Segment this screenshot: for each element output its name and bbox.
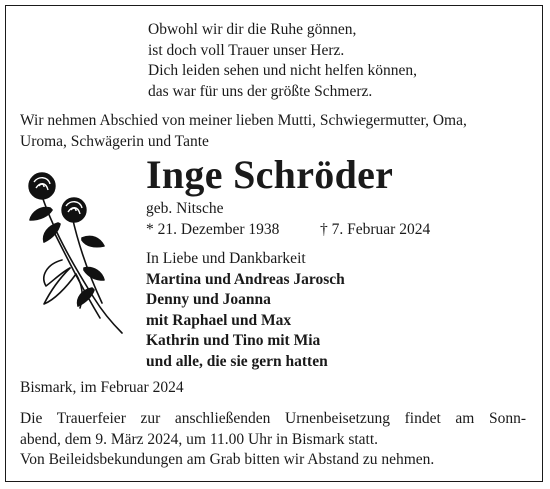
mourners-block <box>146 249 345 372</box>
poem-line: Dich leiden sehen und nicht helfen können, <box>148 62 418 79</box>
ceremony-notice <box>20 409 526 471</box>
ceremony-line: Von Beileidsbekundungen am Grab bitten wir Abstand zu nehmen. <box>20 451 435 468</box>
mourner-name: Denny und Joanna <box>146 291 271 308</box>
poem-line: das war für uns der größte Schmerz. <box>148 82 373 100</box>
poem-line: ist doch voll Trauer unser Herz. <box>148 41 345 59</box>
maiden-name: geb. Nitsche <box>146 200 224 217</box>
ceremony-line: Die Trauerfeier zur anschließenden Urnenbeisetzung findet am Sonn- <box>20 410 526 427</box>
roses-illustration-icon <box>22 168 142 343</box>
mourner-name: Kathrin und Tino mit Mia <box>146 332 321 349</box>
death-date: † 7. Februar 2024 <box>320 221 431 238</box>
deceased-name: Inge Schröder <box>146 152 394 197</box>
poem-line: Obwohl wir dir die Ruhe gönnen, <box>148 21 357 38</box>
poem <box>148 20 417 102</box>
mourner-name: und alle, die sie gern hatten <box>146 352 328 370</box>
place-date: Bismark, im Februar 2024 <box>20 379 184 396</box>
farewell-intro <box>20 111 530 152</box>
intro-line: Wir nehmen Abschied von meiner lieben Mutti, Schwiegermutter, Oma, <box>20 112 467 129</box>
mourners-intro: In Liebe und Dankbarkeit <box>146 250 306 267</box>
mourner-name: Martina und Andreas Jarosch <box>146 270 345 288</box>
ceremony-line: abend, dem 9. März 2024, um 11.00 Uhr in Bismark statt. <box>20 430 379 448</box>
intro-line: Uroma, Schwägerin und Tante <box>20 132 209 150</box>
life-dates <box>146 221 431 239</box>
mourner-name: mit Raphael und Max <box>146 311 292 329</box>
birth-date: * 21. Dezember 1938 <box>146 221 280 238</box>
